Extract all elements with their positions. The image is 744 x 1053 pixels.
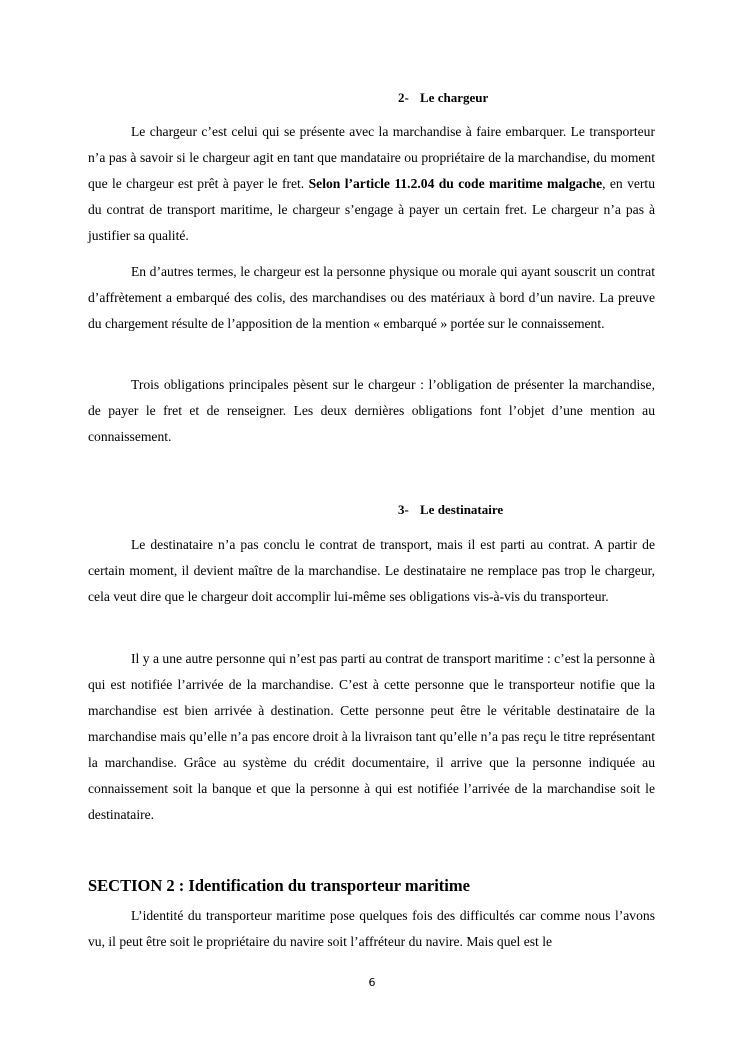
page-number: 6 bbox=[368, 976, 376, 989]
heading-le-chargeur bbox=[398, 90, 488, 106]
paragraph bbox=[88, 259, 655, 337]
heading-title: Le destinataire bbox=[420, 502, 504, 517]
paragraph bbox=[88, 532, 655, 610]
paragraph-text: Le chargeur c’est celui qui se présente avec la marchandise à faire embarquer. Le transporteur n’a pas à savoir si le chargeur agit en tant que mandataire ou propriétaire de la marchandise, du moment que le chargeur est prêt à payer le fret. bbox=[88, 124, 655, 191]
paragraph-text: L’identité du transporteur maritime pose quelques fois des difficultés car comme nous l’avons vu, il peut être soit le propriétaire du navire soit l’affréteur du navire. Mais quel est le bbox=[88, 908, 655, 949]
paragraph-text: Trois obligations principales pèsent sur le chargeur : l’obligation de présenter la marchandise, de payer le fret et de renseigner. Les deux dernières obligations font l’objet d’une mention au connaissement. bbox=[88, 377, 655, 444]
paragraph bbox=[88, 646, 655, 828]
heading-number: 2- bbox=[398, 90, 409, 105]
heading-number: 3- bbox=[398, 502, 409, 517]
paragraph bbox=[88, 119, 655, 249]
heading-title: Le chargeur bbox=[420, 90, 489, 105]
paragraph-text: Il y a une autre personne qui n’est pas parti au contrat de transport maritime : c’est la personne à qui est notifiée l’arrivée de la marchandise. C’est à cette personne que le transporteur notifie que la marchandise est bien arrivée à destination. Cette personne peut être le véritable destinataire de la marchandise mais qu’elle n’a pas encore droit à la livraison tant qu’elle n’a pas reçu le titre représentant la marchandise. Grâce au système du crédit documentaire, il arrive que la personne indiquée au connaissement soit la banque et que la personne à qui est notifiée l’arrivée de la marchandise soit le destinataire. bbox=[88, 651, 655, 822]
paragraph-bold-text: Selon l’article 11.2.04 du code maritime malgache bbox=[308, 176, 603, 191]
heading-le-destinataire bbox=[398, 502, 503, 518]
paragraph-text: Le destinataire n’a pas conclu le contrat de transport, mais il est parti au contrat. A partir de certain moment, il devient maître de la marchandise. Le destinataire ne remplace pas trop le chargeur, cela veut dire que le chargeur doit accomplir lui-même ses obligations vis-à-vis du transporteur. bbox=[88, 537, 655, 604]
section-title: SECTION 2 : Identification du transporteur maritime bbox=[88, 876, 470, 895]
paragraph-text: En d’autres termes, le chargeur est la personne physique ou morale qui ayant souscrit un contrat d’affrètement a embarqué des colis, des marchandises ou des matériaux à bord d’un navire. La preuve du chargement résulte de l’apposition de la mention « embarqué » portée sur le connaissement. bbox=[88, 264, 655, 331]
paragraph bbox=[88, 372, 655, 450]
paragraph bbox=[88, 903, 655, 955]
paragraph-text: , en vertu du contrat de transport maritime, le chargeur s’engage à payer un certain fret. Le chargeur n’a pas à justifier sa qualité. bbox=[88, 176, 656, 243]
